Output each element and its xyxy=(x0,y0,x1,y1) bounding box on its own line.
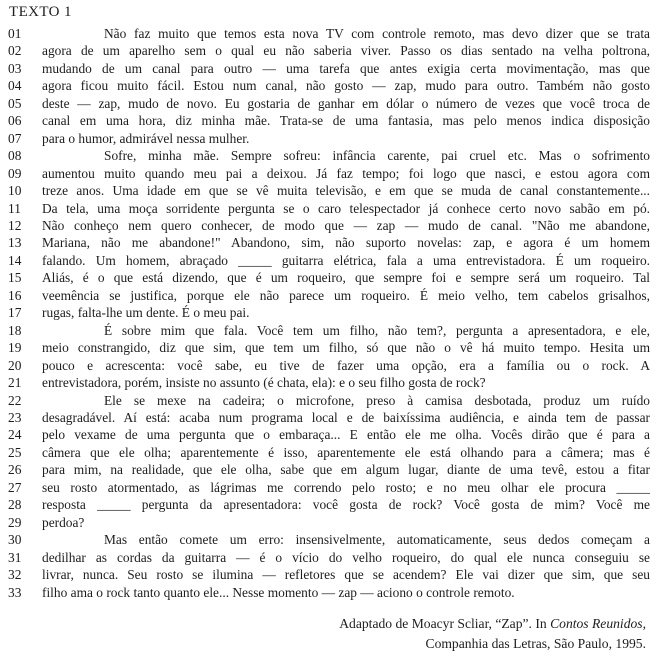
line-number: 33 xyxy=(8,584,22,600)
text-line-row xyxy=(8,130,650,147)
attribution-line-2: Companhia das Letras, São Paulo, 1995. xyxy=(425,635,646,651)
text-line-row xyxy=(8,531,650,548)
line-text: Não conheço nem quero conhecer, de modo que — zap — mudo de canal. "Não me abandone, xyxy=(42,217,650,233)
text-line-row xyxy=(8,234,650,251)
text-line-row xyxy=(8,479,650,496)
line-text: Da tela, uma moça sorridente pergunta se o caro telespectador já conhece certo novo sabão em pó. xyxy=(42,200,650,216)
line-number: 27 xyxy=(8,479,22,495)
line-text: mudando de um canal para outro — uma tarefa que antes exigia certa movimentação, mas que xyxy=(42,60,650,76)
text-line-row xyxy=(8,147,650,164)
text-line-row xyxy=(8,357,650,374)
text-line-row xyxy=(8,496,650,513)
line-number: 05 xyxy=(8,95,22,111)
text-line-row xyxy=(8,426,650,443)
text-line-row xyxy=(8,461,650,478)
text-line-row xyxy=(8,95,650,112)
text-line-row xyxy=(8,200,650,217)
line-text: Aliás, é o que está dizendo, que é um roqueiro, que sempre foi e sempre será um roqueiro. Tal xyxy=(42,270,650,286)
line-number: 15 xyxy=(8,270,22,286)
line-number: 01 xyxy=(8,26,22,41)
line-number: 17 xyxy=(8,305,22,321)
line-text: para mim, na realidade, que ele olha, sabe que em algum lugar, diante de uma tevê, estou a fitar xyxy=(42,462,650,478)
line-text: para o humor, admirável nessa mulher. xyxy=(42,130,250,146)
line-text: Sofre, minha mãe. Sempre sofreu: infância carente, pai cruel etc. Mas o sofrimento xyxy=(104,148,650,164)
line-text: perdoa? xyxy=(42,514,85,530)
line-number: 13 xyxy=(8,235,22,251)
attribution-source-prefix: Adaptado de Moacyr Scliar, “Zap”. In xyxy=(339,615,551,631)
line-number: 18 xyxy=(8,322,22,338)
line-number: 02 xyxy=(8,43,22,59)
line-number: 20 xyxy=(8,357,22,373)
line-text: Ele se mexe na cadeira; o microfone, preso à camisa desbotada, produz um ruído xyxy=(104,392,650,408)
line-text: seu rosto atormentado, as lágrimas me correndo pelo rosto; e no meu olhar ele procura _____ xyxy=(42,479,650,495)
line-number: 24 xyxy=(8,427,22,443)
text-line-row xyxy=(8,374,650,391)
line-text: Não faz muito que temos esta nova TV com controle remoto, mas devo dizer que se trata xyxy=(104,26,650,41)
text-line-row xyxy=(8,322,650,339)
line-text: Mas então comete um erro: insensivelmente, automaticamente, seus dedos começam a xyxy=(104,532,650,548)
line-text: falando. Um homem, abraçado _____ guitarra elétrica, fala a uma entrevistadora. É um roqueiro. xyxy=(42,252,650,268)
line-text: canal em uma hora, diz minha mãe. Trata-se de uma fantasia, mas pelo menos indica disposição xyxy=(42,113,650,129)
line-text: meio constrangido, diz que sim, que tem um filho, só que não o vê há muito tempo. Hesita um xyxy=(42,340,650,356)
line-number: 29 xyxy=(8,514,22,530)
text-line-row xyxy=(8,392,650,409)
text-line-row xyxy=(8,269,650,286)
text-line-row xyxy=(8,304,650,321)
line-number: 32 xyxy=(8,567,22,583)
line-number: 14 xyxy=(8,252,22,268)
line-text: agora de um aparelho sem o qual eu não saberia viver. Passo os dias sentado na velha poltrona, xyxy=(42,43,650,59)
text-line-row xyxy=(8,165,650,182)
line-number: 09 xyxy=(8,165,22,181)
line-number: 04 xyxy=(8,78,22,94)
line-number: 08 xyxy=(8,148,22,164)
line-number: 21 xyxy=(8,375,22,391)
text-line-row xyxy=(8,549,650,566)
text-line-row xyxy=(8,287,650,304)
attribution xyxy=(8,614,650,654)
page-title: TEXTO 1 xyxy=(9,4,72,20)
line-text: pelo vexame de uma pergunta que o embaraça... E então ele me olha. Vocês dirão que é para a xyxy=(42,427,650,443)
line-number: 16 xyxy=(8,287,22,303)
line-text: dedilhar as cordas da guitarra — é o vício do velho roqueiro, do qual ele nunca conseguiu se xyxy=(42,549,650,565)
text-line-row xyxy=(8,339,650,356)
text-line-row xyxy=(8,217,650,234)
line-text: livrar, nunca. Seu rosto se ilumina — refletores que se acendem? Ele vai dizer que sim, que seu xyxy=(42,567,650,583)
text-line-row xyxy=(8,77,650,94)
attribution-line-1 xyxy=(8,614,646,634)
line-number: 31 xyxy=(8,549,22,565)
line-number: 22 xyxy=(8,392,22,408)
text-line-row xyxy=(8,182,650,199)
line-text: aumentou muito quando meu pai a deixou. Já faz tempo; foi logo que nasci, e estou agora com xyxy=(42,165,650,181)
line-text: resposta _____ pergunta da apresentadora: você gosta de rock? Você gosta de mim? Você me xyxy=(42,497,650,513)
text-line-row xyxy=(8,25,650,42)
line-text: Mariana, não me abandone!" Abandono, sim, não suporto novelas: zap, e agora é um homem xyxy=(42,235,650,251)
line-text: deste — zap, mudo de novo. Eu gostaria de ganhar em dólar o número de vezes que você troca de xyxy=(42,95,650,111)
line-text: veemência se justifica, porque ele não parece um roqueiro. É meio velho, tem cabelos grisalhos, xyxy=(42,287,650,303)
line-number: 23 xyxy=(8,409,22,425)
line-text: pouco e acrescenta: você sabe, eu tive de fazer uma opção, era a família ou o rock. A xyxy=(42,357,650,373)
text-lines xyxy=(8,25,650,601)
line-text: entrevistadora, porém, insiste no assunto (é chata, ela): e o seu filho gosta de rock? xyxy=(42,375,486,391)
line-number: 28 xyxy=(8,497,22,513)
text-line-row xyxy=(8,514,650,531)
line-number: 07 xyxy=(8,130,22,146)
line-number: 26 xyxy=(8,462,22,478)
line-text: filho ama o rock tanto quanto ele... Nesse momento — zap — aciono o controle remoto. xyxy=(42,584,515,600)
text-line-row xyxy=(8,42,650,59)
line-number: 10 xyxy=(8,183,22,199)
text-line-row xyxy=(8,112,650,129)
line-text: treze anos. Uma idade em que se vê muita televisão, e em que se muda de canal constantemente... xyxy=(42,183,650,199)
line-text: câmera que ele olha; aparentemente é isso, aparentemente ele está olhando para a câmera; mas é xyxy=(42,444,650,460)
line-number: 06 xyxy=(8,113,22,129)
line-number: 03 xyxy=(8,60,22,76)
text-line-row xyxy=(8,409,650,426)
line-number: 12 xyxy=(8,217,22,233)
text-line-row xyxy=(8,566,650,583)
text-line-row xyxy=(8,584,650,601)
line-text: rugas, falta-lhe um dente. É o meu pai. xyxy=(42,305,250,321)
line-number: 25 xyxy=(8,444,22,460)
text-line-row xyxy=(8,444,650,461)
text-line-row xyxy=(8,252,650,269)
line-text: desagradável. Aí está: acaba num programa local e de baixíssima audiência, e ainda tem de passar xyxy=(42,409,650,425)
line-number: 30 xyxy=(8,532,22,548)
line-text: agora ficou muito fácil. Estou num canal, não gosto — zap, mudo para outro. Também não gosto xyxy=(42,78,650,94)
line-number: 19 xyxy=(8,340,22,356)
line-number: 11 xyxy=(8,200,21,216)
attribution-book-title: Contos Reunidos, xyxy=(550,615,646,631)
text-line-row xyxy=(8,60,650,77)
line-text: É sobre mim que fala. Você tem um filho, não tem?, pergunta a apresentadora, e ele, xyxy=(104,322,650,338)
